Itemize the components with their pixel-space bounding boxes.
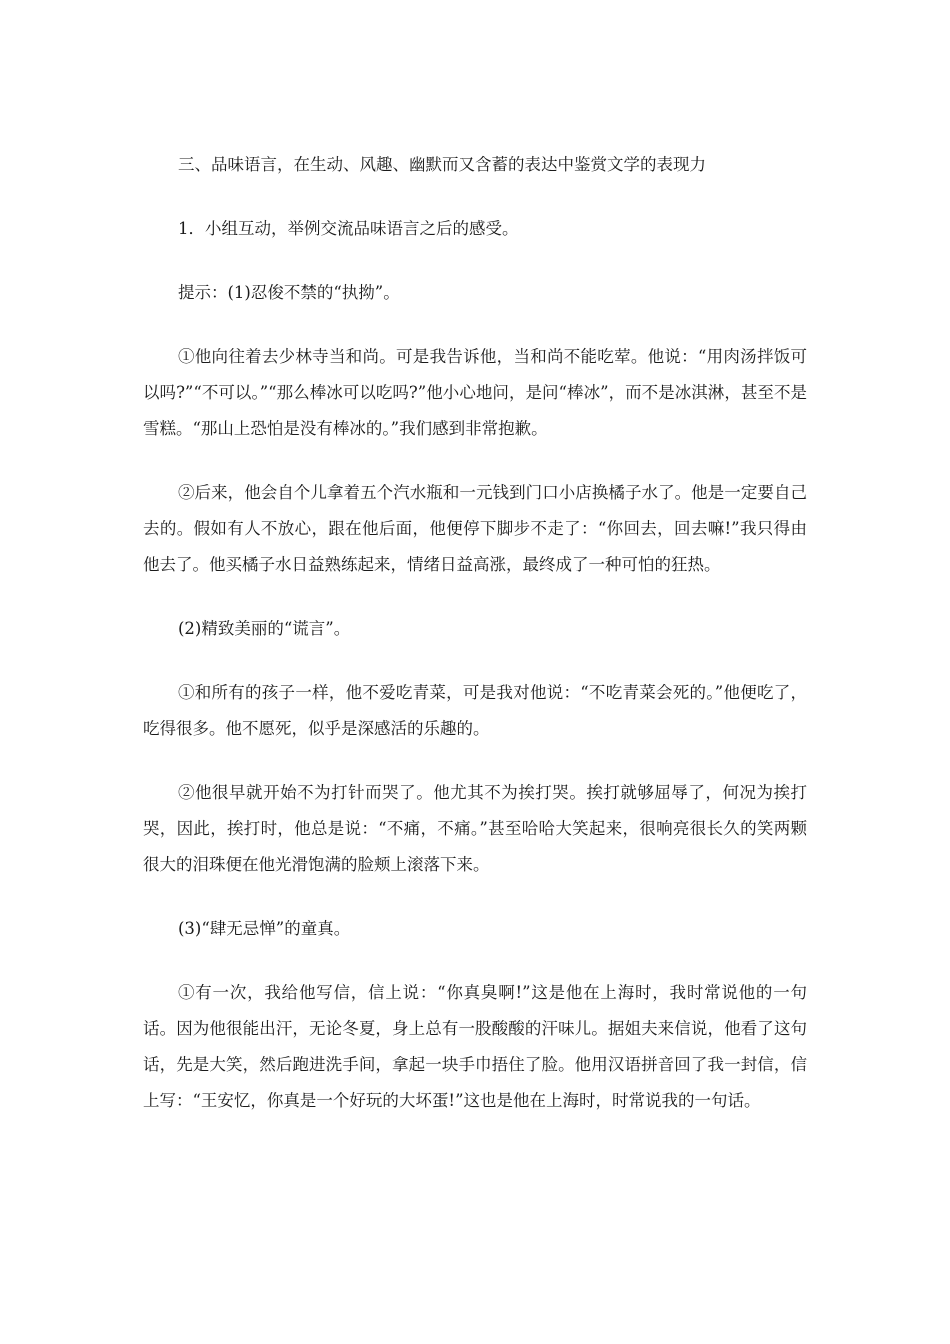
task-instruction: 1．小组互动，举例交流品味语言之后的感受。 — [178, 219, 519, 238]
example-paragraph: ①和所有的孩子一样，他不爱吃青菜，可是我对他说：“不吃青菜会死的。”他便吃了，吃得很多。他不愿死，似乎是深感活的乐趣的。 — [143, 683, 807, 738]
example-paragraph: ①他向往着去少林寺当和尚。可是我告诉他，当和尚不能吃荤。他说：“用肉汤拌饭可以吗?”“不可以。”“那么棒冰可以吃吗?”他小心地问，是问“棒冰”，而不是冰淇淋，甚至不是雪糕。“那山上恐怕是没有棒冰的。”我们感到非常抱歉。 — [143, 347, 807, 438]
hint-heading-2: (2)精致美丽的“谎言”。 — [178, 619, 351, 638]
section-heading: 三、品味语言，在生动、风趣、幽默而又含蓄的表达中鉴赏文学的表现力 — [178, 155, 706, 174]
hint-heading-3: (3)“肆无忌惮”的童真。 — [178, 919, 351, 938]
example-paragraph: ①有一次，我给他写信，信上说：“你真臭啊!”这是他在上海时，我时常说他的一句话。因为他很能出汗，无论冬夏，身上总有一股酸酸的汗味儿。据姐夫来信说，他看了这句话，先是大笑，然后跑进洗手间，拿起一块手巾捂住了脸。他用汉语拼音回了我一封信，信上写：“王安忆，你真是一个好玩的大坏蛋!”这也是他在上海时，时常说我的一句话。 — [143, 983, 807, 1110]
example-paragraph: ②他很早就开始不为打针而哭了。他尤其不为挨打哭。挨打就够屈辱了，何况为挨打哭，因此，挨打时，他总是说：“不痛，不痛。”甚至哈哈大笑起来，很响亮很长久的笑两颗很大的泪珠便在他光滑饱满的脸颊上滚落下来。 — [143, 783, 807, 874]
document-body — [143, 147, 807, 1147]
hint-heading-1: 提示：(1)忍俊不禁的“执拗”。 — [178, 283, 400, 302]
example-paragraph: ②后来，他会自个儿拿着五个汽水瓶和一元钱到门口小店换橘子水了。他是一定要自己去的。假如有人不放心，跟在他后面，他便停下脚步不走了：“你回去，回去嘛!”我只得由他去了。他买橘子水日益熟练起来，情绪日益高涨，最终成了一种可怕的狂热。 — [143, 483, 807, 574]
